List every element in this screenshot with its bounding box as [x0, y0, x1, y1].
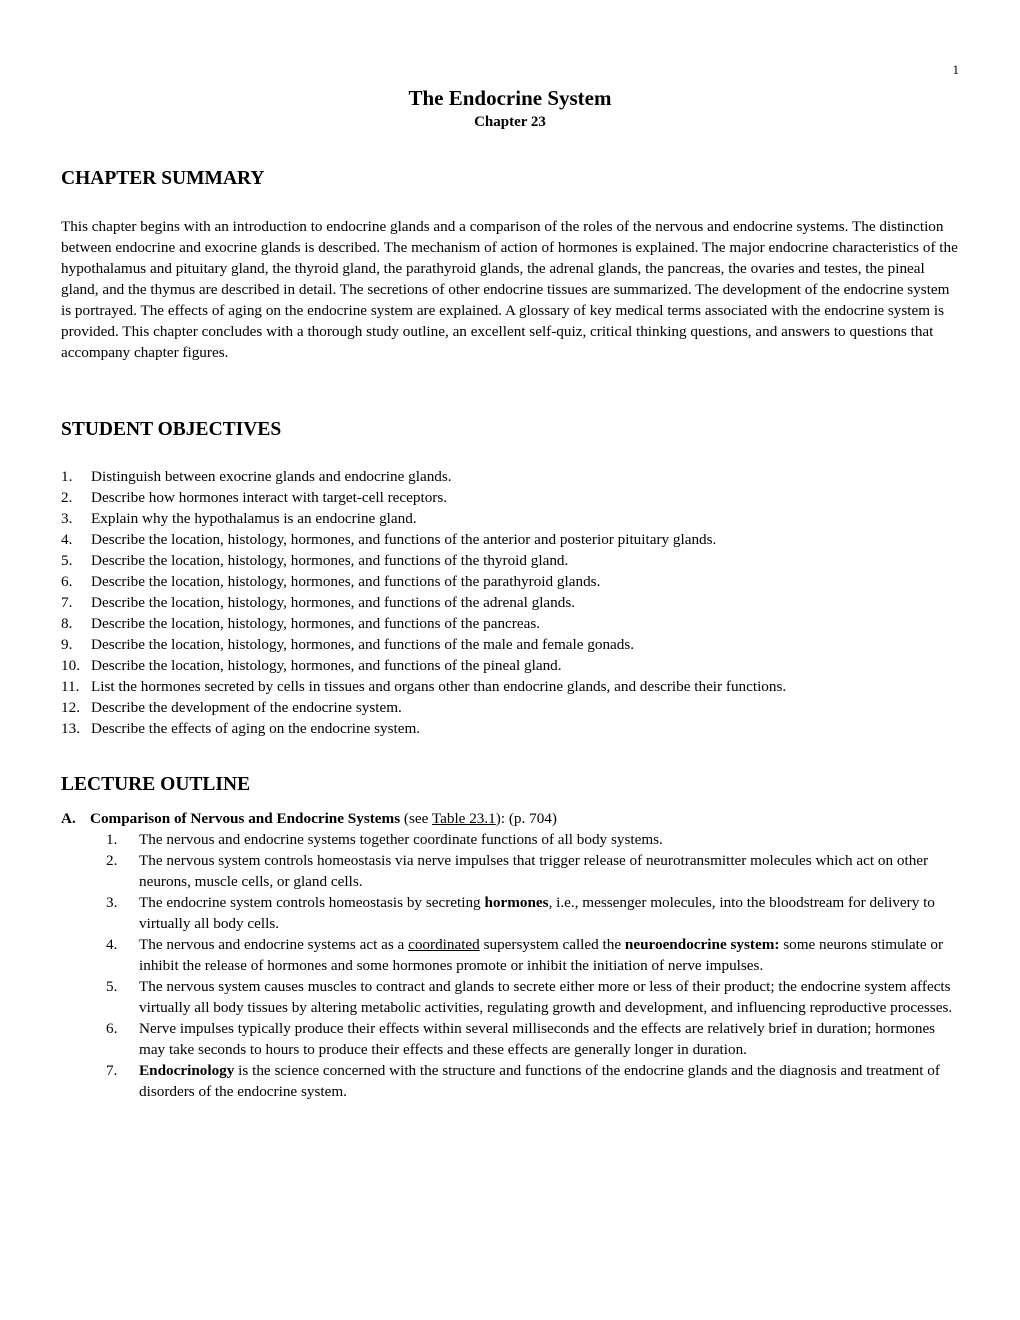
chapter-summary-text: This chapter begins with an introduction to endocrine glands and a comparison of the roles of the nervous and endocrine systems. The distinction between endocrine and exocrine glands is described. The mechanism of action of hormones is explained. The major endocrine characteristics of the hypothalamus and pituitary gland, the thyroid gland, the parathyroid glands, the adrenal glands, the pancreas, the ovaries and testes, the pineal gland, and the thymus are described in detail. The secretions of other endocrine tissues are summarized. The development of the endocrine system is portrayed. The effects of aging on the endocrine system are explained. A glossary of key medical terms associated with the endocrine system is provided. This chapter concludes with a thorough study outline, an excellent self-quiz, critical thinking questions, and answers to questions that accompany chapter figures. [61, 218, 958, 361]
list-item [106, 934, 961, 976]
item-text-pre: The endocrine system controls homeostasis by secreting [139, 894, 485, 911]
item-number: 11. [61, 678, 80, 695]
lecture-outline-heading: LECTURE OUTLINE [61, 774, 251, 795]
list-item [61, 571, 961, 592]
item-number: 3. [61, 510, 73, 527]
list-item [106, 1018, 961, 1060]
list-item [61, 613, 961, 634]
item-number: 4. [61, 531, 73, 548]
item-number: 7. [106, 1062, 118, 1079]
list-item [106, 976, 961, 1018]
list-item [61, 529, 961, 550]
term-endocrinology: Endocrinology [139, 1062, 235, 1079]
section-letter: A. [61, 810, 76, 827]
item-number: 13. [61, 720, 80, 737]
item-text-post: some neurons stimulate or inhibit the release of hormones and some hormones promote or inhibit the initiation of nerve impulses. [139, 936, 944, 974]
list-item [61, 634, 961, 655]
item-text: Describe the location, histology, hormones, and functions of the adrenal glands. [91, 594, 576, 611]
item-number: 9. [61, 636, 73, 653]
item-number: 8. [61, 615, 73, 632]
item-number: 4. [106, 936, 118, 953]
list-item [61, 550, 961, 571]
list-item [106, 850, 961, 892]
item-text: Describe how hormones interact with target-cell receptors. [91, 489, 448, 506]
item-number: 5. [106, 978, 118, 995]
item-text: The nervous system controls homeostasis via nerve impulses that trigger release of neurotransmitter molecules which act on other neurons, muscle cells, or gland cells. [139, 852, 929, 890]
item-text: List the hormones secreted by cells in tissues and organs other than endocrine glands, and describe their functions. [91, 678, 787, 695]
item-number: 12. [61, 699, 80, 716]
item-text: Nerve impulses typically produce their effects within several milliseconds and the effects are relatively brief in duration; hormones may take seconds to hours to produce their effects and these effects are generally longer in duration. [139, 1020, 936, 1058]
underlined-word: coordinated [408, 936, 480, 953]
list-item [61, 655, 961, 676]
item-number: 5. [61, 552, 73, 569]
item-text-post: , i.e., messenger molecules, into the bloodstream for delivery to virtually all body cells. [139, 894, 935, 932]
item-text: Describe the location, histology, hormones, and functions of the parathyroid glands. [91, 573, 601, 590]
see-prefix: (see [403, 810, 432, 827]
outline-section-a [61, 808, 961, 829]
item-number: 3. [106, 894, 118, 911]
outline-a-list [106, 829, 961, 1102]
list-item [106, 829, 961, 850]
objectives-list [61, 466, 961, 739]
see-suffix: ): (p. 704) [495, 810, 557, 827]
item-number: 7. [61, 594, 73, 611]
item-text: Describe the location, histology, hormones, and functions of the pineal gland. [91, 657, 562, 674]
item-number: 2. [61, 489, 73, 506]
item-number: 10. [61, 657, 80, 674]
chapter-summary-heading: CHAPTER SUMMARY [61, 168, 265, 189]
section-title: Comparison of Nervous and Endocrine Systems [90, 810, 401, 827]
list-item [106, 1060, 961, 1102]
table-link[interactable]: Table 23.1 [431, 810, 496, 827]
item-number: 6. [61, 573, 73, 590]
item-text-mid: supersystem called the [479, 936, 625, 953]
item-text: Describe the location, histology, hormones, and functions of the thyroid gland. [91, 552, 569, 569]
page-title: The Endocrine System [408, 86, 612, 110]
item-number: 2. [106, 852, 118, 869]
chapter-subtitle: Chapter 23 [474, 114, 546, 130]
term-hormones: hormones [484, 894, 549, 911]
item-text: The nervous and endocrine systems together coordinate functions of all body systems. [139, 831, 663, 848]
list-item [61, 676, 961, 697]
list-item [61, 466, 961, 487]
term-neuroendocrine: neuroendocrine system: [624, 936, 780, 953]
item-text: Explain why the hypothalamus is an endocrine gland. [91, 510, 417, 527]
item-text: Describe the effects of aging on the endocrine system. [91, 720, 421, 737]
item-text-post: is the science concerned with the structure and functions of the endocrine glands and the diagnosis and treatment of disorders of the endocrine system. [139, 1062, 940, 1100]
list-item [106, 892, 961, 934]
item-text: Describe the development of the endocrine system. [91, 699, 402, 716]
item-text-pre: The nervous and endocrine systems act as a [139, 936, 409, 953]
item-number: 1. [61, 468, 73, 485]
page-number: 1 [952, 62, 959, 77]
list-item [61, 508, 961, 529]
item-number: 6. [106, 1020, 118, 1037]
item-text: Describe the location, histology, hormones, and functions of the anterior and posterior pituitary glands. [91, 531, 717, 548]
item-text: The nervous system causes muscles to contract and glands to secrete either more or less of their product; the endocrine system affects virtually all body tissues by altering metabolic activities, regulating growth and development, and influencing reproductive processes. [139, 978, 953, 1016]
item-text: Describe the location, histology, hormones, and functions of the male and female gonads. [91, 636, 635, 653]
list-item [61, 592, 961, 613]
item-text: Distinguish between exocrine glands and endocrine glands. [91, 468, 452, 485]
list-item [61, 697, 961, 718]
item-number: 1. [106, 831, 118, 848]
item-text: Describe the location, histology, hormones, and functions of the pancreas. [91, 615, 541, 632]
list-item [61, 718, 961, 739]
student-objectives-heading: STUDENT OBJECTIVES [61, 419, 282, 440]
list-item [61, 487, 961, 508]
